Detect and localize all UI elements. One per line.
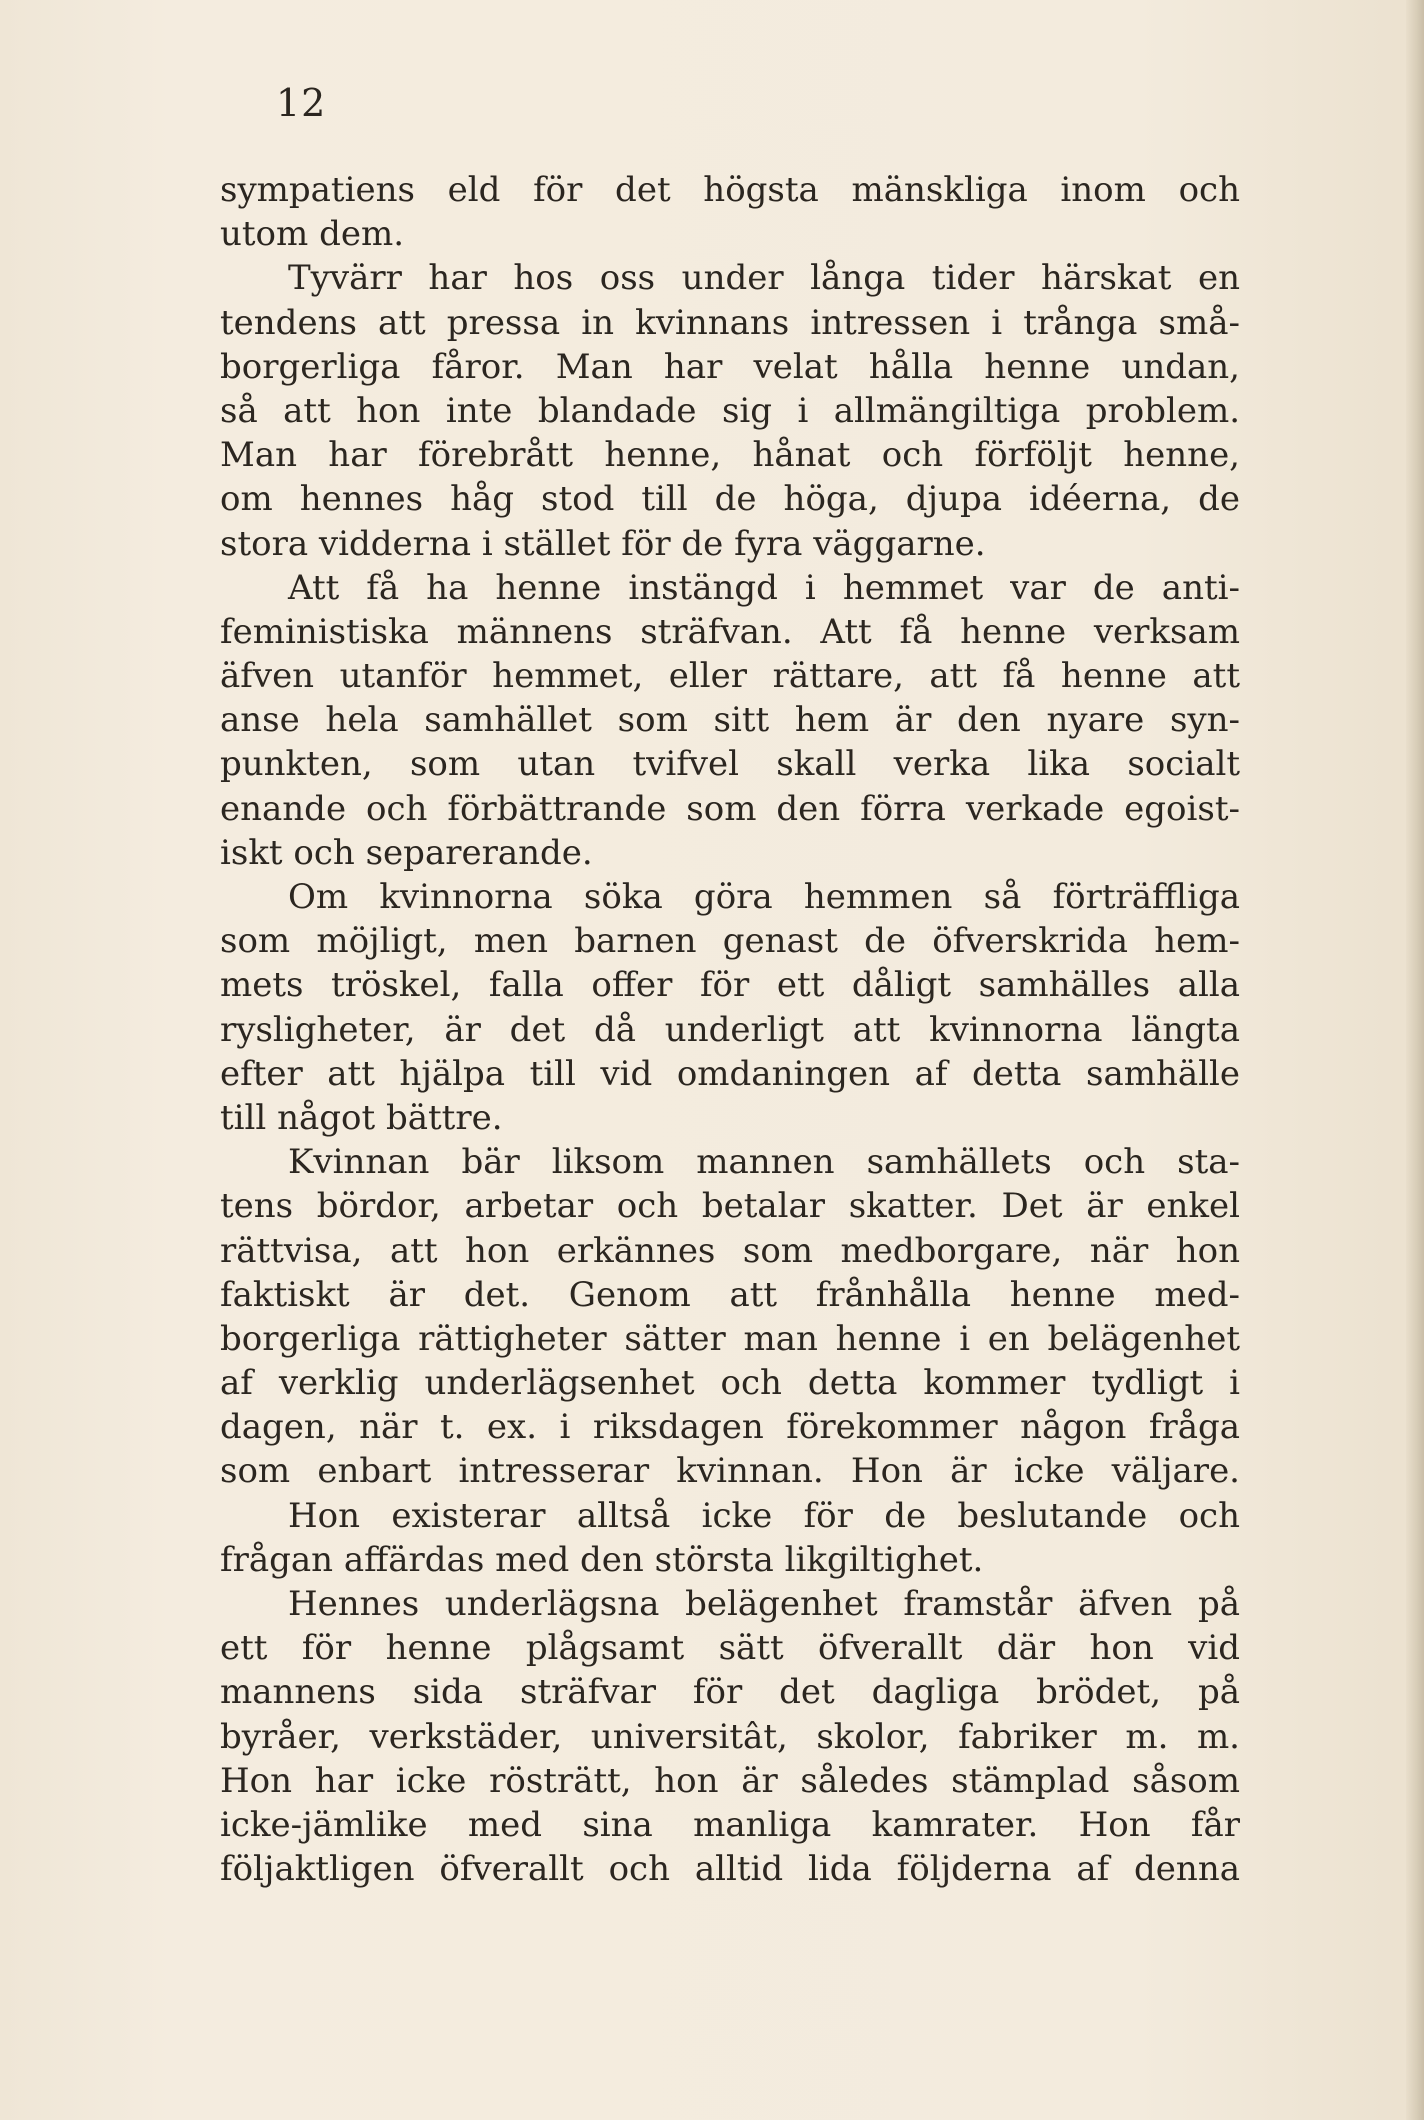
text-line: sympatiens eld för det högsta mänskliga inom och — [220, 170, 1240, 210]
text-line: anse hela samhället som sitt hem är den nyare syn- — [220, 700, 1240, 741]
text-line: borgerliga fåror. Man har velat hålla henne undan, — [220, 346, 1240, 387]
text-line: ett för henne plågsamt sätt öfverallt där hon vid — [220, 1628, 1240, 1669]
text-line: som enbart intresserar kvinnan. Hon är icke väljare. — [220, 1451, 1240, 1492]
text-line: faktiskt är det. Genom att frånhålla henne med- — [220, 1274, 1240, 1315]
text-line: Hon har icke rösträtt, hon är således stämplad såsom — [220, 1760, 1240, 1801]
text-line: frågan affärdas med den största likgiltighet. — [220, 1539, 984, 1580]
text-line: rysligheter, är det då underligt att kvinnorna längta — [220, 1009, 1240, 1050]
text-line: stora vidderna i stället för de fyra väggarne. — [220, 523, 986, 564]
text-line: iskt och separerande. — [220, 832, 593, 873]
text-line: icke-jämlike med sina manliga kamrater. Hon får — [220, 1804, 1240, 1845]
text-line: äfven utanför hemmet, eller rättare, att få henne att — [220, 656, 1240, 697]
body-text — [220, 168, 1240, 1891]
text-line: dagen, när t. ex. i riksdagen förekommer någon fråga — [220, 1407, 1240, 1448]
text-line: utom dem. — [220, 214, 405, 255]
text-line: efter att hjälpa till vid omdaningen af detta samhälle — [220, 1053, 1240, 1094]
text-line: följaktligen öfverallt och alltid lida följderna af denna — [220, 1849, 1240, 1890]
text-line: Man har förebrått henne, hånat och förföljt henne, — [220, 435, 1240, 476]
text-line: Att få ha henne instängd i hemmet var de anti- — [288, 567, 1240, 608]
text-line: Hennes underlägsna belägenhet framstår äfven på — [288, 1584, 1240, 1624]
text-line: enande och förbättrande som den förra verkade egoist- — [220, 788, 1240, 829]
text-line: mets tröskel, falla offer för ett dåligt samhälles alla — [220, 965, 1240, 1006]
text-line: Kvinnan bär liksom mannen samhällets och sta- — [288, 1142, 1240, 1183]
text-line: punkten, som utan tvifvel skall verka lika socialt — [220, 744, 1240, 785]
text-line: Hon existerar alltså icke för de beslutande och — [288, 1495, 1240, 1536]
text-line: Om kvinnorna söka göra hemmen så förträffliga — [288, 877, 1240, 917]
text-line: Tyvärr har hos oss under långa tider härskat en — [288, 258, 1240, 299]
text-line: borgerliga rättigheter sätter man henne i en belägenhet — [220, 1318, 1240, 1359]
text-line: af verklig underlägsenhet och detta kommer tydligt i — [220, 1363, 1240, 1404]
text-line: så att hon inte blandade sig i allmängiltiga problem. — [220, 390, 1240, 431]
text-line: mannens sida sträfvar för det dagliga brödet, på — [220, 1672, 1240, 1713]
text-line: byråer, verkstäder, universitât, skolor, fabriker m. m. — [220, 1716, 1240, 1757]
text-line: som möjligt, men barnen genast de öfverskrida hem- — [220, 921, 1240, 962]
text-line: tens bördor, arbetar och betalar skatter. Det är enkel — [220, 1186, 1240, 1227]
text-line: tendens att pressa in kvinnans intressen i trånga små- — [220, 302, 1240, 343]
page-number: 12 — [276, 81, 327, 125]
text-line: feministiska männens sträfvan. Att få henne verksam — [220, 611, 1240, 652]
page-edge — [1406, 0, 1424, 2120]
text-line: om hennes håg stod till de höga, djupa idéerna, de — [220, 479, 1240, 520]
text-line: rättvisa, att hon erkännes som medborgare, när hon — [220, 1230, 1240, 1271]
text-line: till något bättre. — [220, 1097, 503, 1138]
